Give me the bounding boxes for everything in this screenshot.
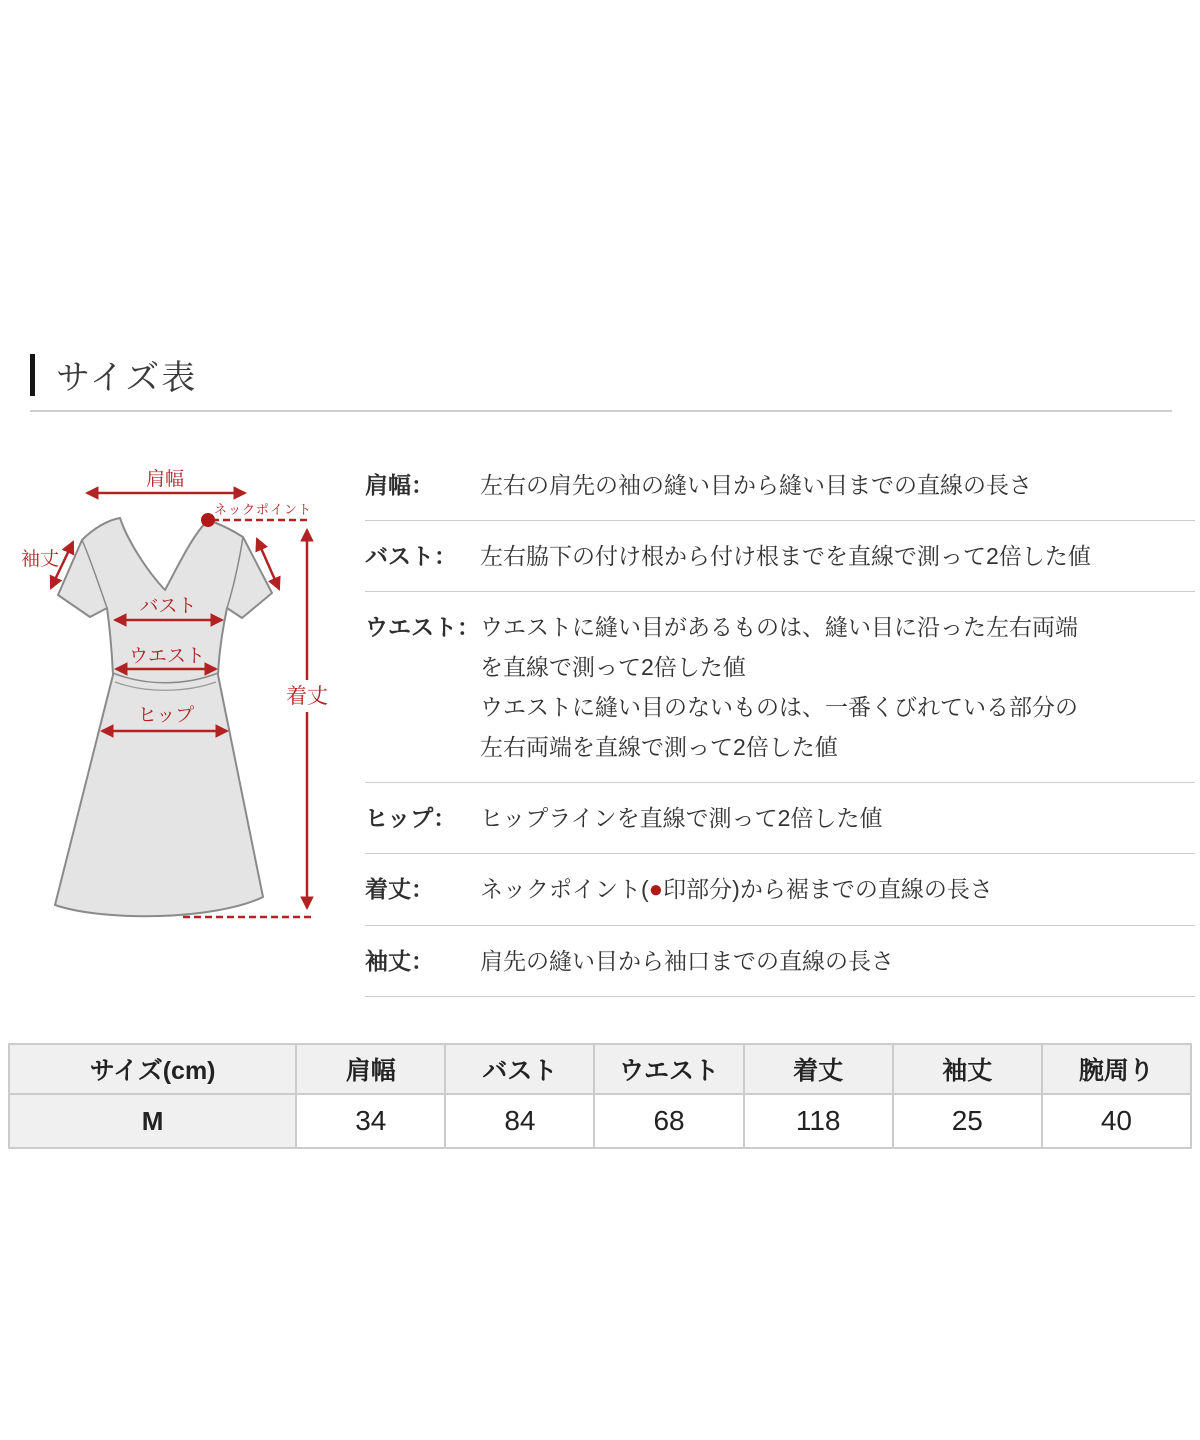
definition-desc-line: ウエストに縫い目があるものは、縫い目に沿った左右両端 bbox=[480, 614, 1078, 640]
definition-desc-line: 左右両端を直線で測って2倍した値 bbox=[480, 734, 838, 760]
definition-desc: 左右の肩先の袖の縫い目から縫い目までの直線の長さ bbox=[480, 472, 1032, 498]
neck-point-dot-glyph: ● bbox=[648, 876, 664, 903]
definition-desc: ヒップラインを直線で測って2倍した値 bbox=[480, 805, 883, 831]
definition-desc bbox=[480, 869, 1195, 910]
definition-row-length bbox=[365, 854, 1195, 926]
definition-desc-line: ウエストに縫い目のないものは、一番くびれている部分の bbox=[480, 694, 1078, 720]
definition-row-hip bbox=[365, 783, 1195, 854]
definition-desc: 肩先の縫い目から袖口までの直線の長さ bbox=[480, 948, 894, 974]
size-table-cell-arm: 40 bbox=[1042, 1094, 1191, 1148]
definition-desc bbox=[480, 607, 1195, 767]
size-table-row-m bbox=[9, 1094, 1191, 1148]
size-table-header-row bbox=[9, 1044, 1191, 1094]
size-table-cell-waist: 68 bbox=[594, 1094, 743, 1148]
sleeve-length-label: 袖丈 bbox=[20, 549, 60, 570]
size-table-cell-length: 118 bbox=[744, 1094, 893, 1148]
neck-point-dot bbox=[201, 513, 215, 527]
definition-row-sleeve bbox=[365, 926, 1195, 997]
definition-list bbox=[365, 450, 1195, 997]
title-accent-bar bbox=[30, 354, 35, 396]
size-table-header-sleeve: 袖丈 bbox=[893, 1044, 1042, 1094]
size-table bbox=[8, 1043, 1192, 1149]
size-table-cell-bust: 84 bbox=[445, 1094, 594, 1148]
definition-row-shoulder bbox=[365, 450, 1195, 521]
size-table-header-size: サイズ(cm) bbox=[9, 1044, 296, 1094]
size-table-header-length: 着丈 bbox=[744, 1044, 893, 1094]
definition-desc-text: 印部分)から裾までの直線の長さ bbox=[663, 876, 993, 902]
garment-length-label: 着丈 bbox=[286, 685, 328, 708]
shoulder-width-label: 肩幅 bbox=[145, 469, 185, 490]
size-table-header-shoulder: 肩幅 bbox=[296, 1044, 445, 1094]
title-divider bbox=[30, 410, 1172, 412]
page-title: サイズ表 bbox=[56, 359, 198, 397]
definition-row-waist bbox=[365, 592, 1195, 783]
neck-point-label: ネックポイント bbox=[213, 502, 313, 517]
definition-term: バスト： bbox=[365, 543, 457, 569]
waist-label: ウエスト bbox=[128, 646, 206, 667]
definition-row-bust bbox=[365, 521, 1195, 592]
dress-diagram bbox=[20, 460, 360, 945]
definition-term: 肩幅： bbox=[365, 472, 434, 498]
definition-desc-text: ネックポイント( bbox=[480, 876, 649, 902]
bust-label: バスト bbox=[139, 596, 197, 617]
size-table-cell-size: M bbox=[9, 1094, 296, 1148]
definition-term: ウエスト： bbox=[365, 614, 480, 640]
size-table-header-bust: バスト bbox=[445, 1044, 594, 1094]
section-title-row bbox=[30, 350, 197, 399]
size-table-cell-shoulder: 34 bbox=[296, 1094, 445, 1148]
hip-label: ヒップ bbox=[137, 705, 195, 726]
size-table-header-waist: ウエスト bbox=[594, 1044, 743, 1094]
definition-term: 着丈： bbox=[365, 876, 434, 902]
definition-term: ヒップ： bbox=[365, 805, 457, 831]
size-table-header-arm: 腕周り bbox=[1042, 1044, 1191, 1094]
definition-desc: 左右脇下の付け根から付け根までを直線で測って2倍した値 bbox=[480, 543, 1091, 569]
size-table-cell-sleeve: 25 bbox=[893, 1094, 1042, 1148]
definition-desc-line: を直線で測って2倍した値 bbox=[480, 654, 746, 680]
definition-term: 袖丈： bbox=[365, 948, 434, 974]
